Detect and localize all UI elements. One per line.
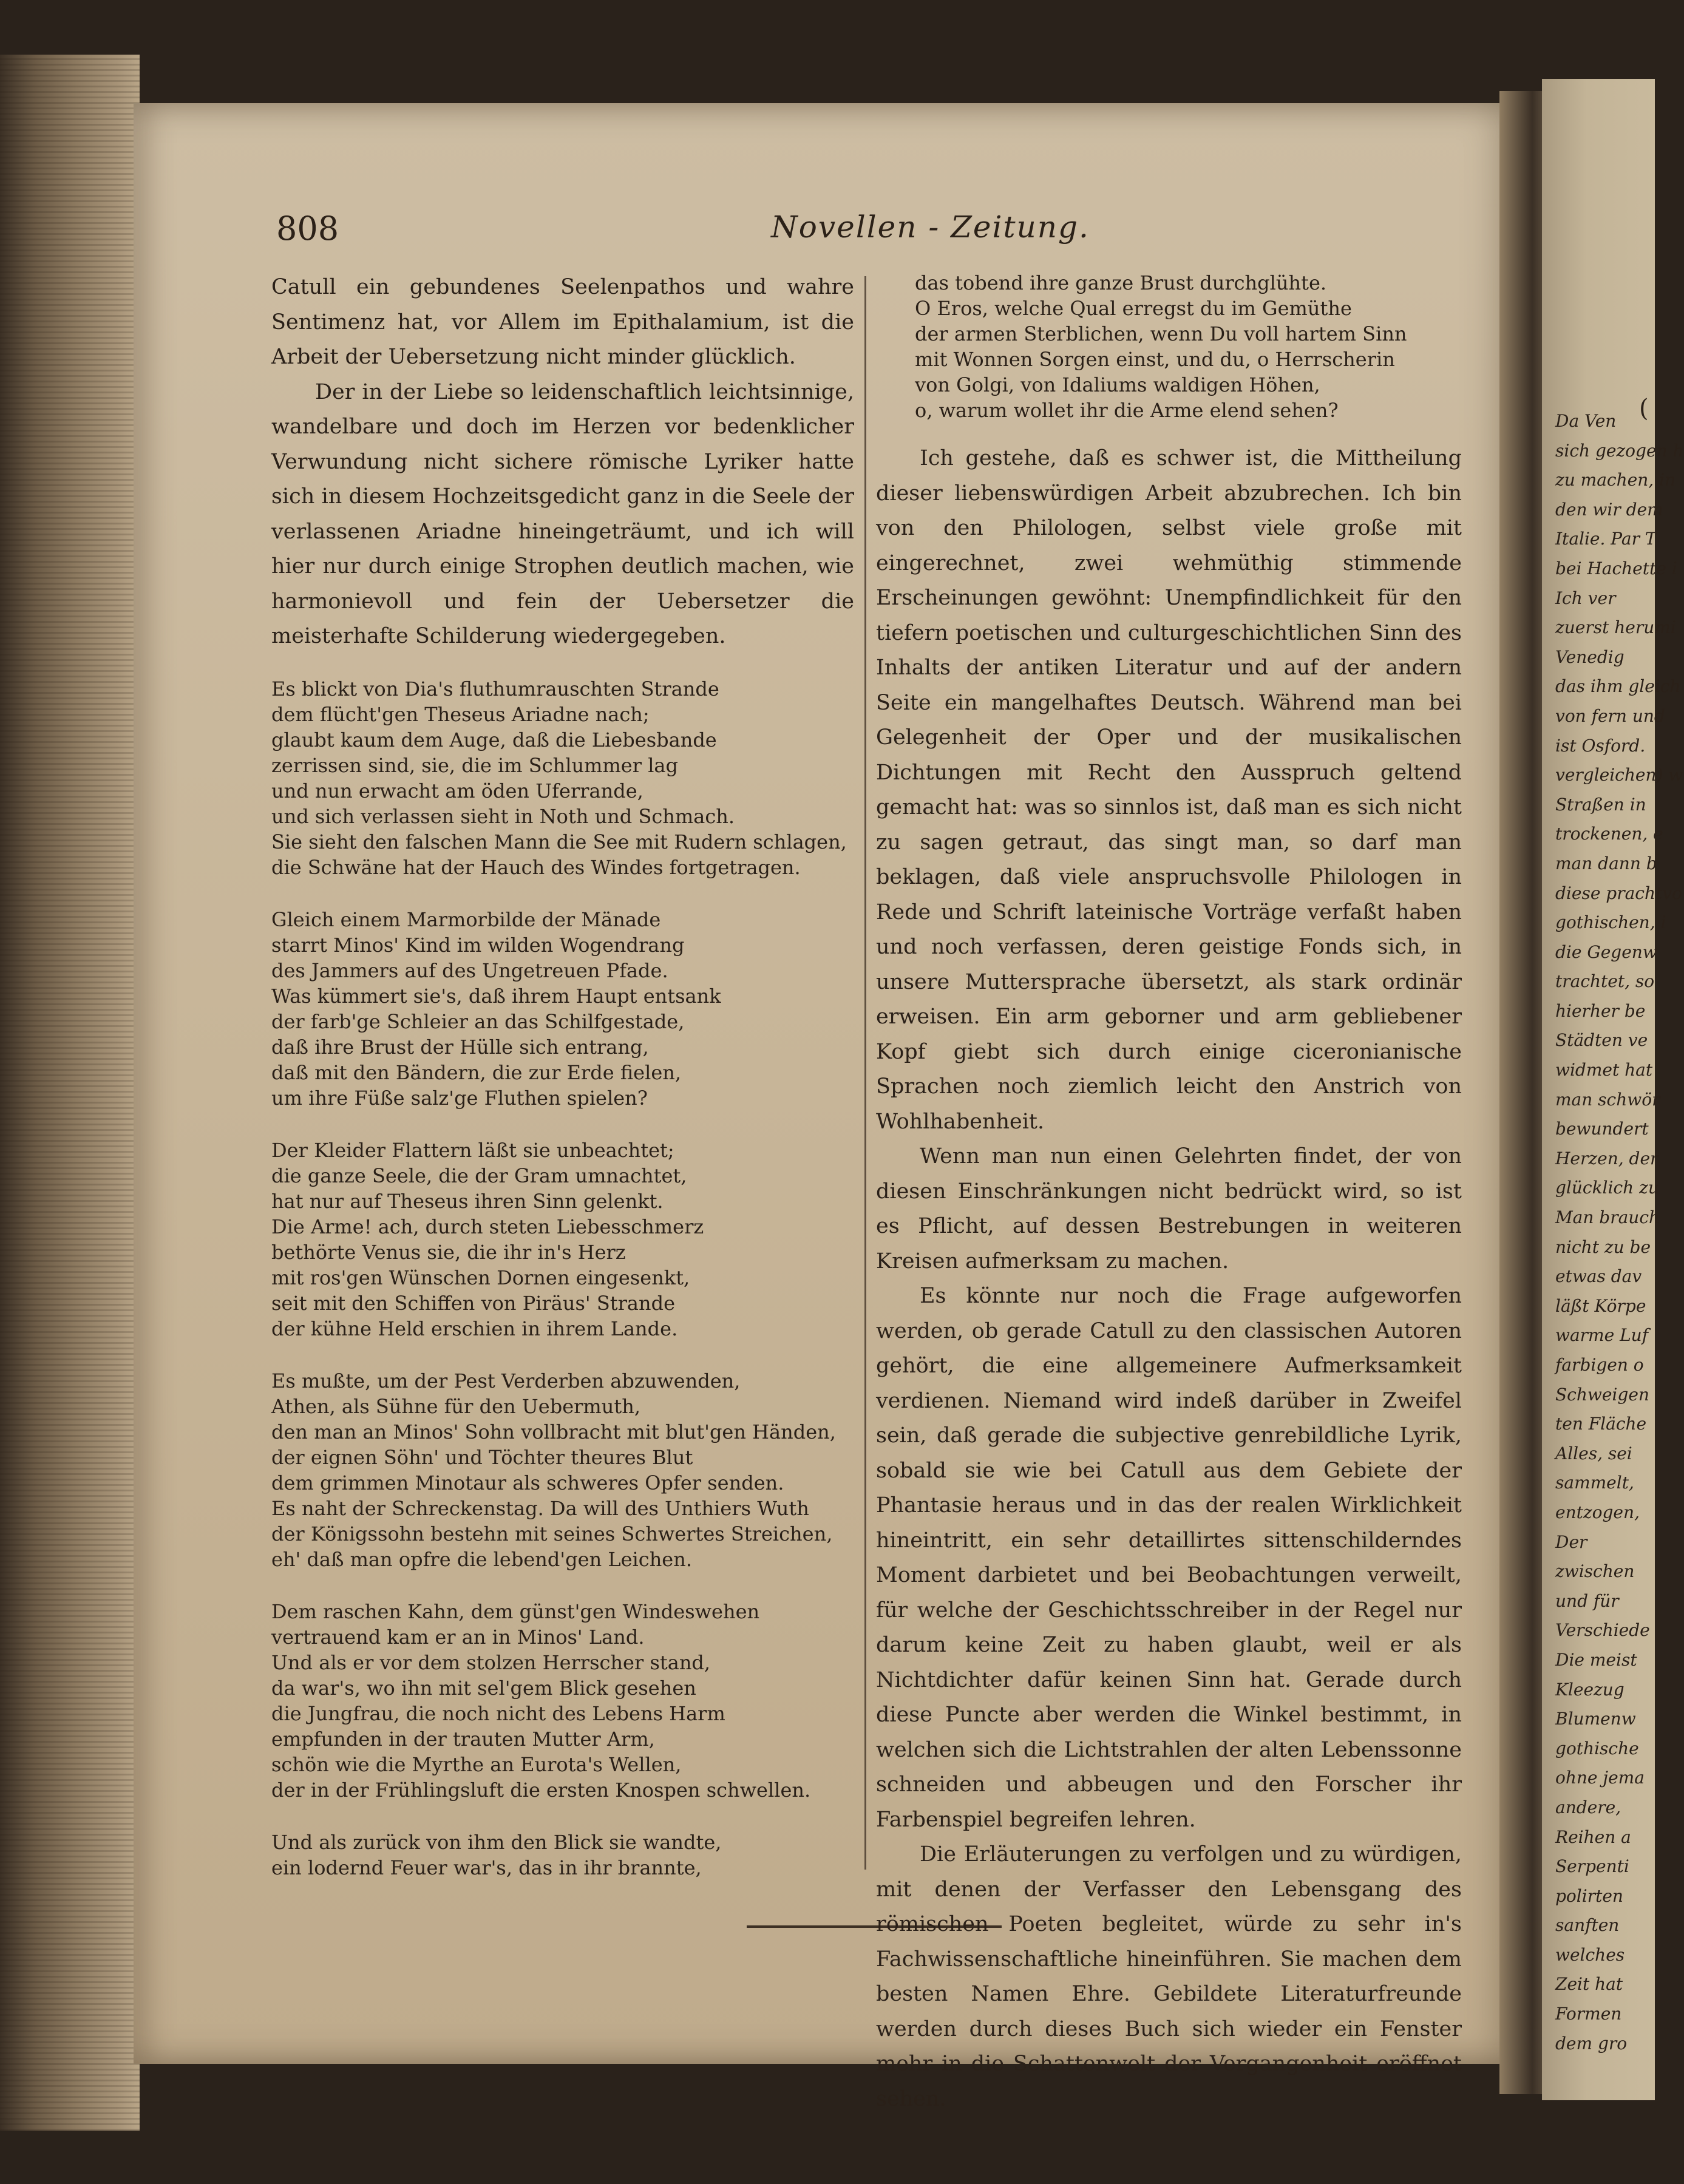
verse-line: da war's, wo ihn mit sel'gem Blick gesehen bbox=[271, 1676, 696, 1700]
adjacent-line-fragment: trachtet, so bbox=[1555, 971, 1655, 992]
verse-line: ein lodernd Feuer war's, das in ihr brannte, bbox=[271, 1856, 702, 1879]
verse-line: zerrissen sind, sie, die im Schlummer lag bbox=[271, 753, 678, 777]
verse-line: hat nur auf Theseus ihren Sinn gelenkt. bbox=[271, 1189, 664, 1213]
poem-stanzas bbox=[271, 676, 854, 1880]
stanza bbox=[271, 907, 854, 1111]
adjacent-line-fragment: von fern und bbox=[1555, 705, 1665, 726]
verse-line: die Jungfrau, die noch nicht des Lebens Harm bbox=[271, 1701, 725, 1725]
paragraph: Es könnte nur noch die Frage aufgeworfen werden, ob gerade Catull zu den classischen Autoren gehört, die eine allgemeinere Aufmerksamkeit verdienen. Niemand wird indeß darüber in Zweifel sein, daß gerade die subjective genrebildliche Lyrik, sobald sie wie bei Catull aus dem Gebiete der Phantasie heraus und in das der realen Wirklichkeit hineintritt, ein sehr detaillirtes sittenschilderndes Moment darbietet und bei Beobachtungen verweilt, für welche der Geschichtsschreiber in der Regel nur darum keine Zeit zu haben glaubt, weil er als Nichtdichter dafür keinen Sinn hat. Gerade durch diese Puncte aber werden die Winkel bestimmt, in welchen sich die Lichtstrahlen der alten Lebenssonne schneiden und abbeugen und den Forscher ihr Farbenspiel begreifen lehren. bbox=[876, 1284, 1462, 1832]
verse-line: empfunden in der trauten Mutter Arm, bbox=[271, 1727, 655, 1751]
adjacent-line-fragment: zuerst herumi bbox=[1555, 617, 1676, 638]
verse-line: Die Arme! ach, durch steten Liebesschmerz bbox=[271, 1215, 704, 1238]
verse-line: der farb'ge Schleier an das Schilfgestade, bbox=[271, 1009, 685, 1033]
adjacent-line-fragment: widmet hat bbox=[1555, 1060, 1653, 1080]
adjacent-line-fragment: die Gegenw bbox=[1555, 941, 1657, 962]
verse-line: der armen Sterblichen, wenn Du voll hartem Sinn bbox=[915, 322, 1407, 345]
adjacent-line-fragment: Ich ver bbox=[1555, 588, 1616, 608]
verse-line: Es blickt von Dia's fluthumrauschten Strande bbox=[271, 677, 719, 700]
adjacent-line-fragment: Zeit hat bbox=[1555, 1974, 1623, 1995]
verse-line: Und als zurück von ihm den Blick sie wandte, bbox=[271, 1830, 722, 1854]
adjacent-line-fragment: andere, bbox=[1555, 1797, 1621, 1817]
adjacent-line-fragment: sammelt, bbox=[1555, 1473, 1634, 1493]
book-page-edges bbox=[0, 55, 140, 2131]
verse-line: schön wie die Myrthe an Eurota's Wellen, bbox=[271, 1752, 682, 1776]
adjacent-line-fragment: bewundert bbox=[1555, 1119, 1649, 1139]
stanza bbox=[271, 676, 854, 880]
adjacent-line-fragment: den wir dem bbox=[1555, 499, 1663, 520]
adjacent-line-fragment: ten Fläche bbox=[1555, 1414, 1647, 1434]
verse-line: Gleich einem Marmorbilde der Mänade bbox=[271, 907, 661, 931]
adjacent-line-fragment: farbigen o bbox=[1555, 1355, 1644, 1375]
adjacent-line-fragment: Reihen a bbox=[1555, 1826, 1631, 1847]
paragraph: Ich gestehe, daß es schwer ist, die Mittheilung dieser liebenswürdigen Arbeit abzubrechen. Ich bin von den Philologen, selbst viele große mit eingerechnet, zwei wehmüthig stimmende Erscheinungen gewöhnt: Unempfindlichkeit für den tiefern poetischen und culturgeschichtlichen Sinn des Inhalts der antiken Literatur und auf der andern Seite ein mangelhaftes Deutsch. Während man bei Gelegenheit der Oper und der musikalischen Dichtungen mit Recht den Ausspruch geltend gemacht hat: was so sinnlos ist, daß man es sich nicht zu sagen getraut, das singt man, so darf man beklagen, daß viele anspruchsvolle Philologen in Rede und Schrift lateinische Vorträge verfaßt haben und noch verfassen, deren geistige Fonds sich, in unsere Muttersprache übersetzt, als stark ordinär erweisen. Ein arm geborner und arm gebliebener Kopf giebt sich durch einige ciceronianische Sprachen noch ziemlich leicht den Anstrich von Wohlhabenheit. bbox=[876, 446, 1462, 1134]
adjacent-line-fragment: Alles, sei bbox=[1555, 1443, 1632, 1463]
adjacent-line-fragment: ohne jema bbox=[1555, 1768, 1645, 1788]
adjacent-line-fragment: Da Ven bbox=[1555, 411, 1617, 431]
verse-line: daß ihre Brust der Hülle sich entrang, bbox=[271, 1035, 649, 1059]
adjacent-line-fragment: Herzen, der bbox=[1555, 1148, 1659, 1168]
stanza bbox=[271, 1830, 854, 1880]
verse-line: von Golgi, von Idaliums waldigen Höhen, bbox=[915, 373, 1320, 396]
verse-line: der eignen Söhn' und Töchter theures Blut bbox=[271, 1445, 693, 1469]
verse-line: um ihre Füße salz'ge Fluthen spielen? bbox=[271, 1086, 648, 1110]
adjacent-line-fragment: man schwör bbox=[1555, 1089, 1660, 1110]
adjacent-line-fragment: warme Luf bbox=[1555, 1325, 1649, 1346]
adjacent-line-fragment: Der bbox=[1555, 1531, 1587, 1552]
paragraph: Die Erläuterungen zu verfolgen und zu würdigen, mit denen der Verfasser den Lebensgang des römischen Poeten begleitet, würde zu sehr in's Fachwissenschaftliche hineinführen. Sie machen dem besten Namen Ehre. Gebildete Literaturfreunde werden durch dieses Buch sich wieder ein Fenster mehr in die Schattenwelt der Vergangenheit eröffnet sehen. bbox=[876, 1842, 1462, 2111]
verse-line: glaubt kaum dem Auge, daß die Liebesbande bbox=[271, 728, 717, 751]
adjacent-line-fragment: Städten ve bbox=[1555, 1030, 1648, 1051]
adjacent-line-fragment: Blumenw bbox=[1555, 1709, 1636, 1729]
verse-line: die ganze Seele, die der Gram umnachtet, bbox=[271, 1164, 687, 1187]
column-divider bbox=[864, 276, 866, 1870]
adjacent-line-fragment: Serpenti bbox=[1555, 1856, 1629, 1877]
adjacent-line-fragment: Venedig bbox=[1555, 646, 1625, 667]
adjacent-line-fragment: Verschiede bbox=[1555, 1620, 1650, 1641]
right-column bbox=[876, 270, 1462, 2117]
adjacent-line-fragment: entzogen, bbox=[1555, 1502, 1640, 1522]
verse-line: daß mit den Bändern, die zur Erde fielen, bbox=[271, 1060, 682, 1084]
adjacent-line-fragment: das ihm gleich bbox=[1555, 676, 1681, 697]
verse-line: mit ros'gen Wünschen Dornen eingesenkt, bbox=[271, 1266, 690, 1289]
adjacent-line-fragment: Formen bbox=[1555, 2004, 1622, 2024]
paragraph: Catull ein gebundenes Seelenpathos und wahre Sentimenz hat, vor Allem im Epithalamium, ist die Arbeit der Uebersetzung nicht minder glücklich. bbox=[271, 275, 854, 369]
adjacent-line-fragment: sanften bbox=[1555, 1915, 1620, 1936]
verse-line: und sich verlassen sieht in Noth und Schmach. bbox=[271, 804, 735, 828]
verse-line: dem flücht'gen Theseus Ariadne nach; bbox=[271, 702, 650, 726]
adjacent-line-fragment: diese prachtvo bbox=[1555, 883, 1682, 903]
verse-line: der in der Frühlingsluft die ersten Knospen schwellen. bbox=[271, 1778, 811, 1802]
verse-line: Athen, als Sühne für den Uebermuth, bbox=[271, 1394, 641, 1418]
paragraph: Wenn man nun einen Gelehrten findet, der von diesen Einschränkungen nicht bedrückt wird, so ist es Pflicht, auf dessen Bestrebungen in weiteren Kreisen aufmerksam zu machen. bbox=[876, 1144, 1462, 1273]
verse-line: seit mit den Schiffen von Piräus' Strande bbox=[271, 1291, 676, 1315]
adjacent-line-fragment: vergleichen) w bbox=[1555, 765, 1683, 785]
adjacent-line-fragment: zu machen, in bbox=[1555, 470, 1676, 490]
verse-line: Der Kleider Flattern läßt sie unbeachtet; bbox=[271, 1138, 674, 1162]
adjacent-page-text bbox=[1555, 407, 1684, 2058]
adjacent-line-fragment: dem gro bbox=[1555, 2033, 1628, 2053]
verse-line: Dem raschen Kahn, dem günst'gen Windeswehen bbox=[271, 1599, 760, 1623]
verse-line: den man an Minos' Sohn vollbracht mit blut'gen Händen, bbox=[271, 1420, 836, 1443]
verse-line: und nun erwacht am öden Uferrande, bbox=[271, 779, 643, 802]
right-prose bbox=[876, 441, 1462, 2117]
adjacent-line-fragment: polirten bbox=[1555, 1885, 1623, 1906]
adjacent-line-fragment: bei Hachette i bbox=[1555, 558, 1677, 578]
adjacent-corner-mark: ( bbox=[1639, 395, 1649, 422]
verse-line: eh' daß man opfre die lebend'gen Leichen. bbox=[271, 1547, 693, 1571]
verse-line: o, warum wollet ihr die Arme elend sehen? bbox=[915, 399, 1339, 422]
adjacent-line-fragment: zwischen bbox=[1555, 1561, 1635, 1582]
adjacent-line-fragment: etwas dav bbox=[1555, 1266, 1642, 1287]
stanza bbox=[271, 1368, 854, 1572]
verse-line: Es naht der Schreckenstag. Da will des Unthiers Wuth bbox=[271, 1496, 809, 1520]
verse-line: dem grimmen Minotaur als schweres Opfer senden. bbox=[271, 1471, 784, 1494]
verse-line: die Schwäne hat der Hauch des Windes fortgetragen. bbox=[271, 855, 801, 879]
verse-line: der Königssohn bestehn mit seines Schwertes Streichen, bbox=[271, 1522, 833, 1545]
paragraph: Der in der Liebe so leidenschaftlich leichtsinnige, wandelbare und doch im Herzen vor bedenklicher Verwundung nicht sichere römische Lyriker hatte sich in diesem Hochzeitsgedicht ganz in die Seele der verlassenen Ariadne hineingeträumt, und ich will hier nur durch einige Strophen deutlich machen, wie harmonievoll und fein der Uebersetzer die meisterhafte Schilderung wiedergegeben. bbox=[271, 379, 854, 648]
adjacent-line-fragment: läßt Körpe bbox=[1555, 1295, 1646, 1316]
adjacent-line-fragment: Straßen in bbox=[1555, 794, 1646, 815]
adjacent-line-fragment: glücklich zu bbox=[1555, 1178, 1659, 1198]
verse-line: O Eros, welche Qual erregst du im Gemüthe bbox=[915, 297, 1352, 320]
stanza bbox=[271, 1138, 854, 1341]
adjacent-line-fragment: Schweigen bbox=[1555, 1384, 1649, 1405]
adjacent-line-fragment: und für bbox=[1555, 1590, 1619, 1611]
page-number: 808 bbox=[276, 209, 339, 248]
verse-line: der kühne Held erschien in ihrem Lande. bbox=[271, 1317, 678, 1340]
adjacent-line-fragment: hierher be bbox=[1555, 1000, 1646, 1021]
verse-line: starrt Minos' Kind im wilden Wogendrang bbox=[271, 933, 685, 957]
adjacent-line-fragment: ist Osford. bbox=[1555, 735, 1646, 756]
adjacent-line-fragment: gothische bbox=[1555, 1738, 1639, 1758]
adjacent-line-fragment: Die meist bbox=[1555, 1649, 1637, 1670]
adjacent-line-fragment: welches bbox=[1555, 1944, 1625, 1965]
running-head: Novellen - Zeitung. bbox=[771, 209, 1090, 245]
adjacent-line-fragment: nicht zu be bbox=[1555, 1236, 1651, 1257]
verse-line: Und als er vor dem stolzen Herrscher stand, bbox=[271, 1650, 711, 1674]
verse-line: das tobend ihre ganze Brust durchglühte. bbox=[915, 271, 1327, 294]
verse-line: Was kümmert sie's, daß ihrem Haupt entsank bbox=[271, 984, 721, 1008]
verse-line: Sie sieht den falschen Mann die See mit Rudern schlagen, bbox=[271, 830, 847, 853]
left-column bbox=[271, 270, 854, 1907]
verse-line: mit Wonnen Sorgen einst, und du, o Herrscherin bbox=[915, 348, 1395, 371]
verse-line: des Jammers auf des Ungetreuen Pfade. bbox=[271, 958, 668, 982]
poem-continuation bbox=[876, 270, 1462, 423]
stanza bbox=[271, 1599, 854, 1803]
verse-line: bethörte Venus sie, die ihr in's Herz bbox=[271, 1240, 626, 1264]
adjacent-line-fragment: trockenen, e bbox=[1555, 824, 1663, 844]
adjacent-line-fragment: Man brauch bbox=[1555, 1207, 1660, 1228]
adjacent-line-fragment: Kleezug bbox=[1555, 1679, 1625, 1700]
adjacent-line-fragment: Italie. Par T bbox=[1555, 529, 1657, 549]
adjacent-line-fragment: gothischen, i bbox=[1555, 912, 1666, 933]
verse-line: Es mußte, um der Pest Verderben abzuwenden, bbox=[271, 1369, 741, 1392]
adjacent-line-fragment: man dann b bbox=[1555, 853, 1657, 873]
verse-line: vertrauend kam er an in Minos' Land. bbox=[271, 1625, 645, 1649]
adjacent-line-fragment: sich gezogen h bbox=[1555, 440, 1684, 461]
